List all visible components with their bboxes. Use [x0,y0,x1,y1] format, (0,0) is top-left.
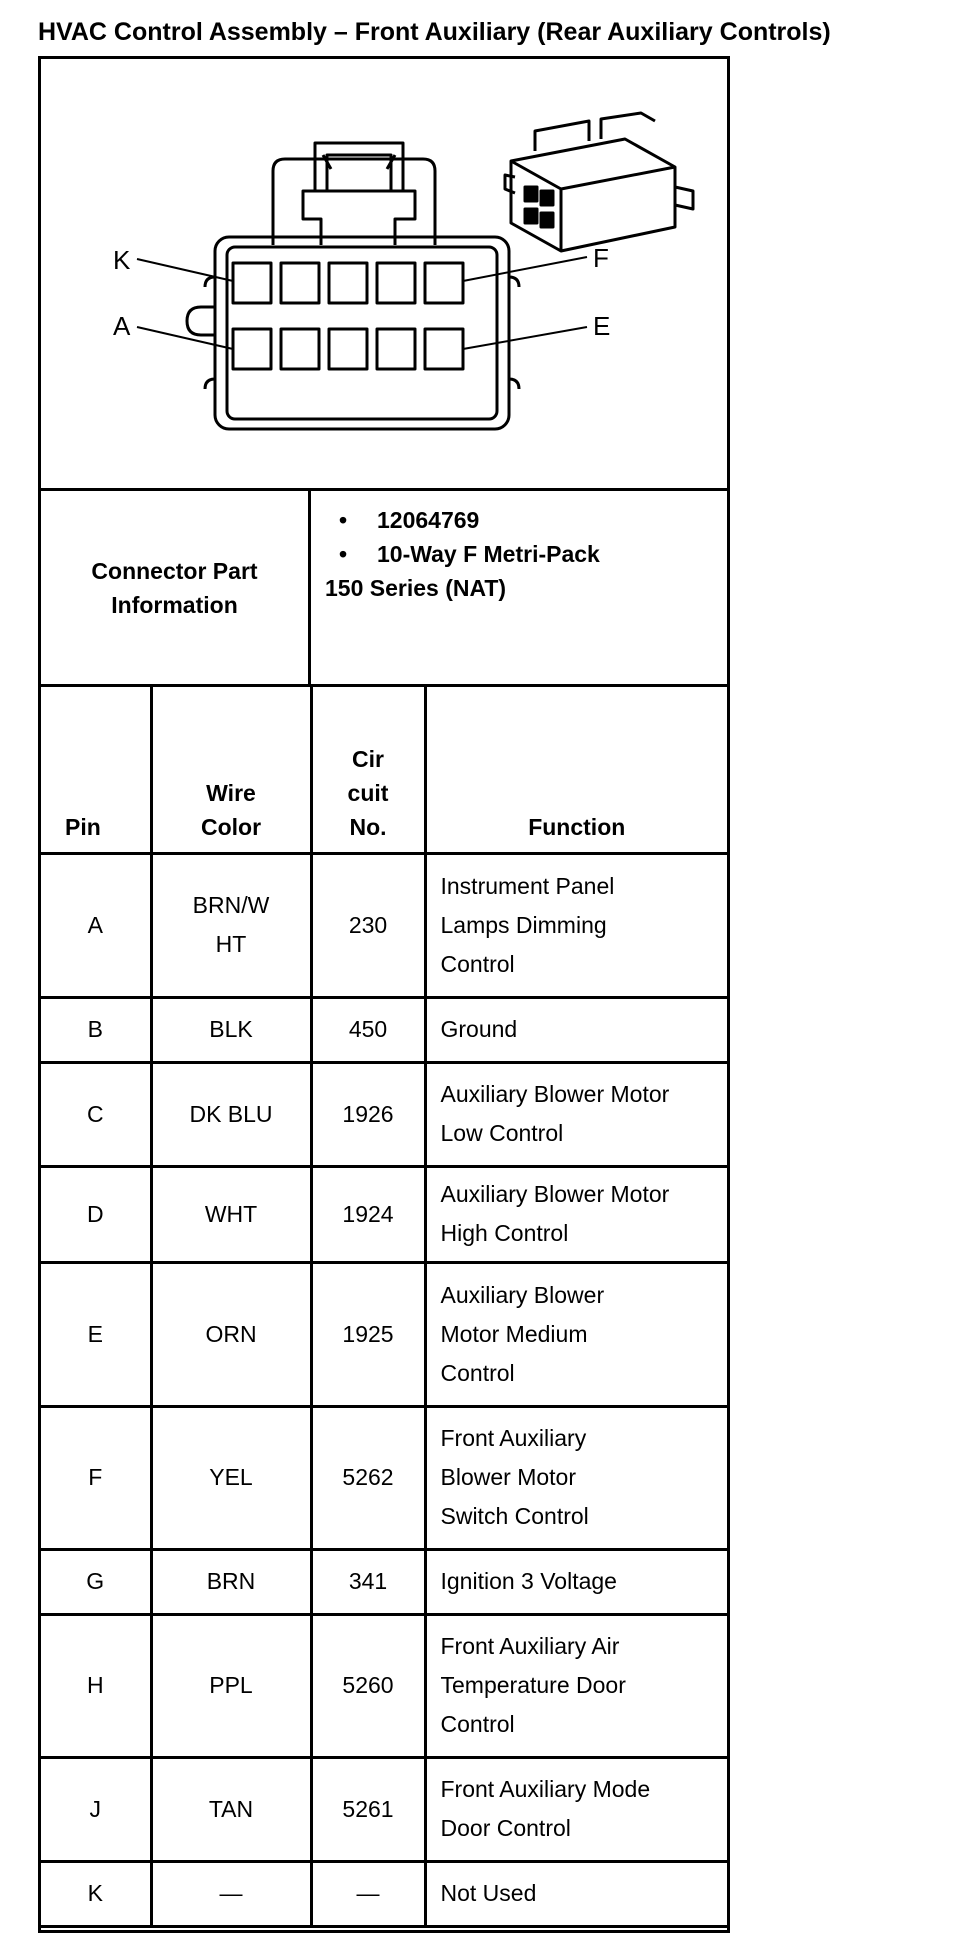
pin-label-bottom-right: E [593,311,611,341]
connector-diagram [41,59,727,491]
pin-cell: B [41,997,151,1062]
circuit-cell: 1926 [311,1062,425,1166]
wire-color-cell: ORN [151,1262,311,1406]
pin-label-top-right: F [593,243,609,273]
connector-upper-housing [273,159,435,245]
function-cell: Front Auxiliary Blower Motor Switch Control [425,1406,727,1549]
pin-cell: K [41,1861,151,1926]
wire-color-cell: PPL [151,1614,311,1757]
part-number-line [311,503,721,537]
pin-cell: F [41,1406,151,1549]
table-row [41,1406,727,1549]
pin-table-header [41,687,727,853]
circuit-cell: — [311,1861,425,1926]
connector-part-info-label: Connector Part Information [41,491,311,684]
wire-color-cell: BRN [151,1549,311,1614]
function-cell: Auxiliary Blower Motor High Control [425,1166,727,1262]
bullet-icon: • [339,541,348,567]
connector-body [215,237,509,429]
function-cell: Auxiliary Blower Motor Medium Control [425,1262,727,1406]
function-cell: Auxiliary Blower Motor Low Control [425,1062,727,1166]
function-cell: Front Auxiliary Air Temperature Door Control [425,1614,727,1757]
circuit-cell: 1924 [311,1166,425,1262]
pin-table [41,687,727,1928]
pin-cell: C [41,1062,151,1166]
wire-color-cell: BLK [151,997,311,1062]
header-pin: Pin [41,687,151,853]
wire-color-cell: WHT [151,1166,311,1262]
circuit-cell: 5261 [311,1757,425,1861]
connector-drawing [41,59,727,489]
wire-color-cell: TAN [151,1757,311,1861]
wire-color-cell: BRN/W HT [151,853,311,997]
table-row [41,1757,727,1861]
connector-type-line [311,537,721,571]
pin-cell: G [41,1549,151,1614]
wire-color-cell: DK BLU [151,1062,311,1166]
table-row [41,1262,727,1406]
table-row [41,1861,727,1926]
table-row [41,853,727,997]
connector-series: 150 Series (NAT) [325,575,507,601]
connector-type: 10-Way F Metri-Pack [377,541,600,567]
connector-part-info [41,491,727,687]
connector-part-info-values [311,503,721,605]
header-circuit-no: Cir cuit No. [311,687,425,853]
pin-cell: A [41,853,151,997]
circuit-cell: 230 [311,853,425,997]
circuit-cell: 5260 [311,1614,425,1757]
wire-color-cell: — [151,1861,311,1926]
pin-cell: D [41,1166,151,1262]
wire-color-cell: YEL [151,1406,311,1549]
pin-cell: H [41,1614,151,1757]
circuit-cell: 450 [311,997,425,1062]
circuit-cell: 5262 [311,1406,425,1549]
pin-cell: J [41,1757,151,1861]
pin-cell: E [41,1262,151,1406]
table-row [41,1166,727,1262]
header-function: Function [425,687,727,853]
connector-key-tab [187,307,215,335]
function-cell: Ignition 3 Voltage [425,1549,727,1614]
circuit-cell: 341 [311,1549,425,1614]
table-row [41,1549,727,1614]
pin-label-bottom-left: A [113,311,131,341]
part-number: 12064769 [377,507,480,533]
page-title: HVAC Control Assembly – Front Auxiliary (Rear Auxiliary Controls) [38,18,831,46]
table-row [41,997,727,1062]
function-cell: Not Used [425,1861,727,1926]
connector-sheet [38,56,730,1933]
connector-isometric-view [505,113,693,251]
table-row [41,1614,727,1757]
function-cell: Instrument Panel Lamps Dimming Control [425,853,727,997]
table-row [41,1062,727,1166]
header-wire-color: Wire Color [151,687,311,853]
pin-label-top-left: K [113,245,131,275]
circuit-cell: 1925 [311,1262,425,1406]
connector-series-line [311,571,721,605]
function-cell: Front Auxiliary Mode Door Control [425,1757,727,1861]
bullet-icon: • [339,507,348,533]
function-cell: Ground [425,997,727,1062]
